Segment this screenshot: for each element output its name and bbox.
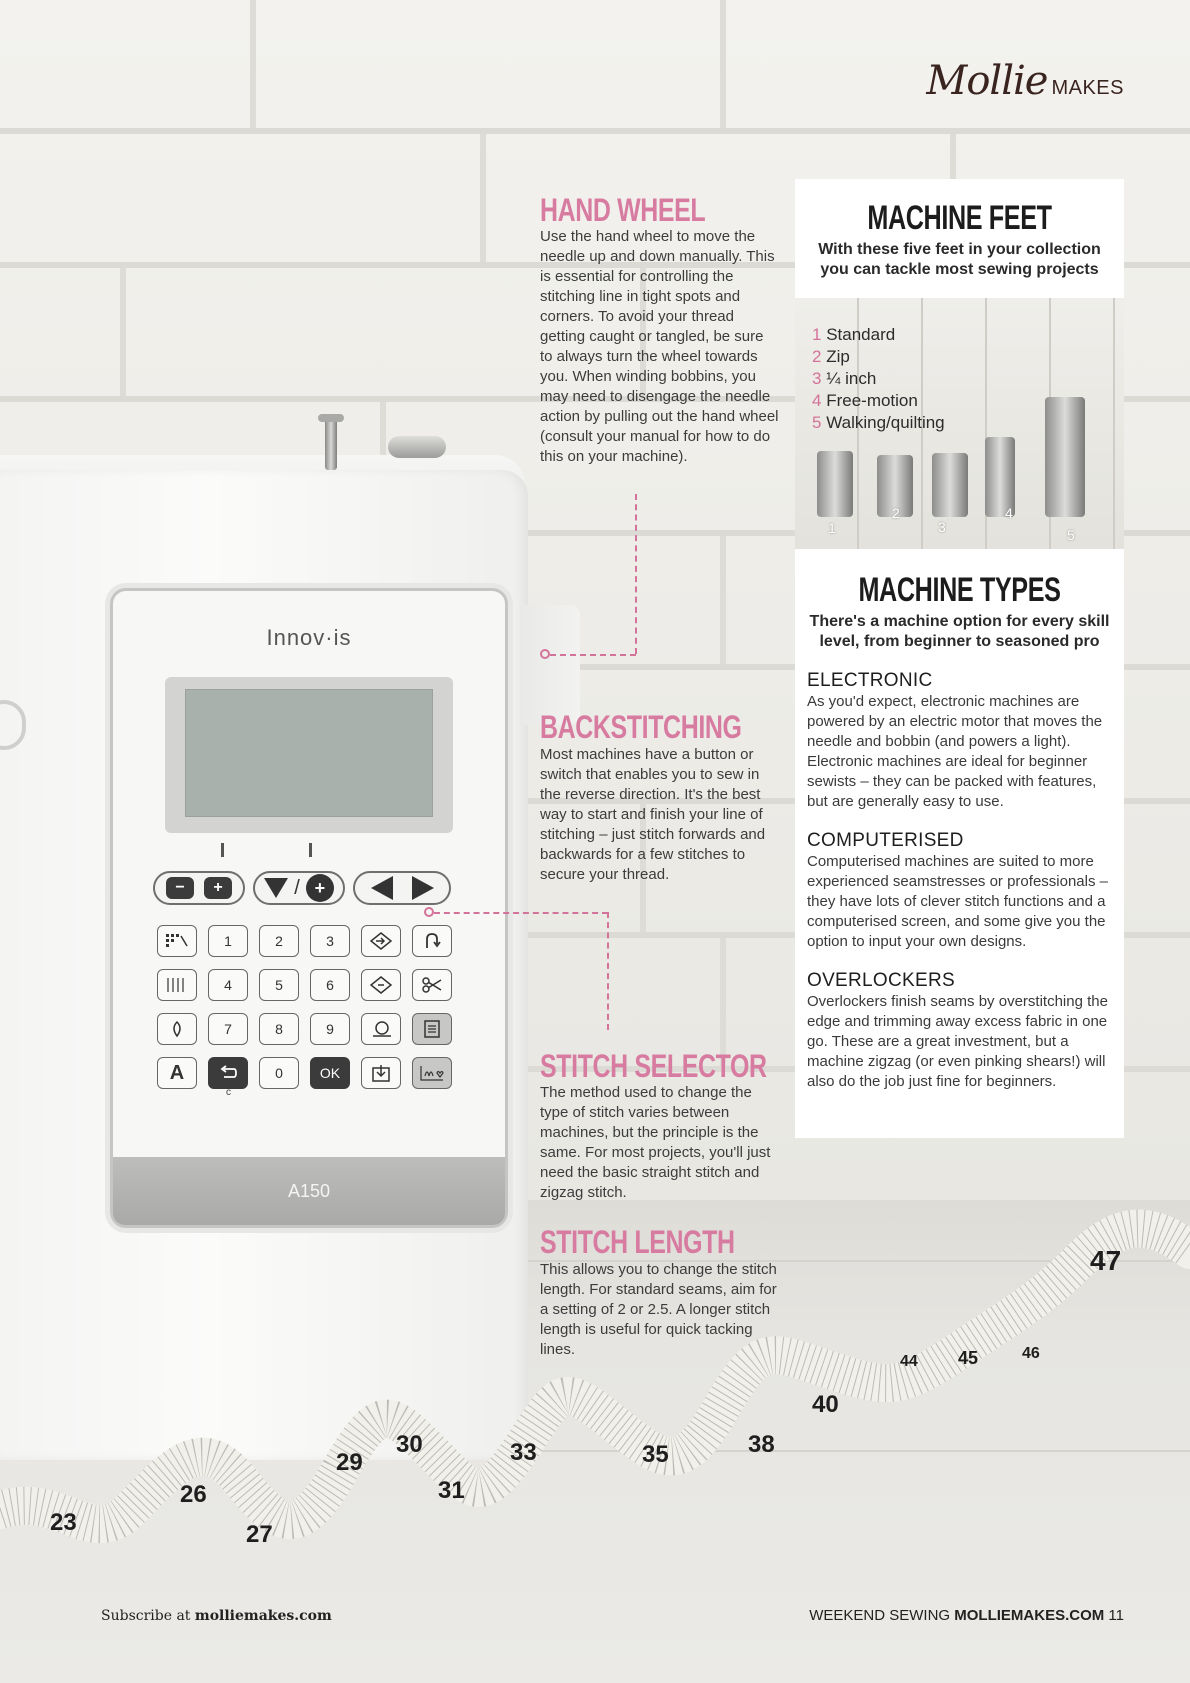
masthead-script: Mollie (926, 58, 1048, 104)
document-icon (422, 1020, 442, 1038)
width-pill (153, 871, 245, 905)
decorative-stitch-key[interactable] (157, 1013, 197, 1045)
stitch-selector-body: The method used to change the type of stitch varies between machines, but the principle is the same. For most projects, you'll just need the basic straight stitch and zigzag stitch. (540, 1084, 771, 1201)
grid-pattern-icon (165, 932, 189, 950)
length-buttons (253, 871, 345, 907)
masthead-logo (926, 58, 1124, 104)
backstitch-leader-line-v (607, 912, 609, 1030)
tape-number: 31 (438, 1477, 465, 1504)
tape-number: 26 (180, 1481, 207, 1508)
feet-item-5: 5 Walking/quilting (812, 413, 945, 432)
leaf-stitch-icon (167, 1020, 187, 1038)
key-sub-label: c (226, 1087, 231, 1098)
masthead-makes: MAKES (1051, 77, 1124, 99)
bobbin-wind-icon (370, 1020, 392, 1038)
feet-item-4: 4 Free-motion (812, 391, 918, 410)
back-key[interactable] (208, 1057, 248, 1089)
backstitch-leader-line (434, 912, 608, 914)
arrow-pill (353, 871, 451, 905)
subscribe-link[interactable]: molliemakes.com (194, 1608, 332, 1624)
key-6[interactable]: 6 (310, 969, 350, 1001)
tape-number: 35 (642, 1441, 669, 1468)
machine-feet-heading: MACHINE FEET (867, 199, 1052, 237)
key-7[interactable]: 7 (208, 1013, 248, 1045)
left-arrow-icon[interactable] (371, 876, 393, 900)
machine-model: A150 (287, 1180, 331, 1201)
machine-types-card (795, 549, 1124, 1138)
ok-key[interactable]: OK (310, 1057, 350, 1089)
foot-label-1: 1 (828, 520, 836, 536)
key-1[interactable]: 1 (208, 925, 248, 957)
slash-divider: / (294, 876, 300, 899)
needle-down-key[interactable] (361, 969, 401, 1001)
overlockers-body: Overlockers finish seams by overstitching the edge and trimming away excess fabric in one go. These are a great investment, but a machine zigzag (or even pinking shears!) will also do the job just fine for beginners. (807, 993, 1108, 1090)
tape-number: 29 (336, 1449, 363, 1476)
hand-wheel-leader-line-h (550, 654, 636, 656)
key-9[interactable]: 9 (310, 1013, 350, 1045)
pattern-icon-key[interactable] (157, 925, 197, 957)
feet-item-3: 3 ¼ inch (812, 369, 877, 388)
bobbin-wind-key[interactable] (361, 1013, 401, 1045)
reverse-arrow-icon (422, 932, 442, 950)
key-5[interactable]: 5 (259, 969, 299, 1001)
lcd-tick-right (309, 843, 312, 857)
tape-number: 46 (1022, 1345, 1040, 1362)
key-4[interactable]: 4 (208, 969, 248, 1001)
tape-number: 27 (246, 1521, 273, 1548)
lcd-screen (185, 689, 433, 817)
stitch-keypad (157, 925, 469, 1089)
foot-label-2: 2 (892, 505, 900, 521)
right-arrow-icon[interactable] (412, 876, 434, 900)
feet-item-1: 1 Standard (812, 325, 896, 344)
tape-number: 47 (1090, 1245, 1122, 1276)
tape-number: 45 (958, 1348, 979, 1368)
backstitching-body: Most machines have a button or switch that enables you to sew in the reverse direction. It's the best way to start and finish your line of stitching – just stitch forwards and backwards for a few stitches to secure your thread. (540, 746, 766, 883)
computerised-title: COMPUTERISED (807, 830, 964, 851)
reverse-stitch-key[interactable] (412, 925, 452, 957)
walking-foot-image (1045, 397, 1085, 517)
spool-pin (325, 418, 337, 470)
plus-circle-icon[interactable]: + (306, 874, 334, 902)
machine-types-subtitle: There's a machine option for every skill level, from beginner to seasoned pro (809, 613, 1110, 650)
memory-key[interactable] (412, 1013, 452, 1045)
key-8[interactable]: 8 (259, 1013, 299, 1045)
stitch-length-heading: STITCH LENGTH (540, 1224, 735, 1260)
subscribe-footer: Subscribe at molliemakes.com (101, 1608, 332, 1624)
tape-number: 23 (50, 1509, 77, 1536)
arrow-buttons (353, 871, 451, 907)
tape-number: 44 (900, 1353, 918, 1370)
hand-wheel-body: Use the hand wheel to move the needle up and down manually. This is essential for controlling the stitching line in tight spots and corners. To avoid your thread getting caught or tangled, be sure to always turn the wheel towards you. When winding bobbins, you may need to disengage the needle action by pulling out the hand wheel (consult your manual for how to do this on your machine). (540, 228, 779, 465)
machine-feet-subtitle: With these five feet in your collection you can tackle most sewing projects (818, 241, 1101, 278)
thread-cutter-key[interactable] (412, 969, 452, 1001)
scissors-icon (421, 976, 443, 994)
machine-feet-photo (795, 298, 1124, 549)
feet-item-2: 2 Zip (812, 347, 850, 366)
page-footer: WEEKEND SEWING MOLLIEMAKES.COM 11 (809, 1607, 1124, 1624)
key-a[interactable]: A (157, 1057, 197, 1089)
bobbin-winder (388, 436, 446, 458)
diamond-icon (370, 976, 392, 994)
down-arrow-icon[interactable] (264, 878, 288, 898)
minus-button[interactable]: − (166, 877, 194, 899)
tape-number: 33 (510, 1439, 537, 1466)
computerised-body: Computerised machines are suited to more experienced seamstresses or professionals – they have lots of clever stitch functions and a computerised screen, and some give you the option to input your own designs. (807, 853, 1108, 950)
width-buttons (153, 871, 245, 907)
stitch-width-key[interactable] (157, 969, 197, 1001)
backstitching-heading: BACKSTITCHING (540, 709, 742, 745)
key-0[interactable]: 0 (259, 1057, 299, 1089)
plus-button[interactable]: + (204, 877, 232, 899)
overlockers-title: OVERLOCKERS (807, 970, 955, 991)
save-key[interactable] (361, 1057, 401, 1089)
diamond-arrow-icon (370, 932, 392, 950)
control-panel (110, 588, 508, 1228)
lcd-frame (165, 677, 453, 833)
foot-label-3: 3 (938, 519, 946, 535)
tape-number: 40 (812, 1391, 839, 1418)
machine-feet-card (795, 179, 1124, 298)
backstitch-leader-dot (424, 907, 434, 917)
spool-pin-cap (318, 414, 344, 422)
tape-number: 30 (396, 1431, 423, 1458)
hand-wheel-heading: HAND WHEEL (540, 192, 706, 228)
key-3[interactable]: 3 (310, 925, 350, 957)
machine-brand: Innov·is (266, 625, 352, 650)
needle-position-key[interactable] (361, 925, 401, 957)
quarter-inch-foot-image (932, 453, 968, 517)
machine-feet-list (812, 324, 945, 434)
page-number: 11 (1108, 1607, 1124, 1624)
foot-label-5: 5 (1067, 527, 1075, 543)
tape-measure-image (0, 1150, 1190, 1570)
electronic-title: ELECTRONIC (807, 670, 933, 691)
lcd-tick-left (221, 843, 224, 857)
electronic-body: As you'd expect, electronic machines are powered by an electric motor that moves the needle and bobbin (and powers a light). Electronic machines are ideal for beginner sewists – they can be packed with features, but are generally easy to use. (807, 693, 1103, 810)
foot-label-4: 4 (1005, 505, 1013, 521)
hand-wheel-leader-dot (540, 649, 550, 659)
length-pill (253, 871, 345, 905)
script-heart-icon (419, 1064, 445, 1082)
back-arrow-icon (218, 1065, 238, 1081)
tape-number: 38 (748, 1431, 775, 1458)
character-stitch-key[interactable] (412, 1057, 452, 1089)
stitch-selector-heading: STITCH SELECTOR (540, 1048, 767, 1084)
machine-types-heading: MACHINE TYPES (858, 571, 1061, 609)
standard-foot-image (817, 451, 853, 517)
download-icon (371, 1064, 391, 1082)
machine-arm (520, 605, 580, 725)
stitch-length-body: This allows you to change the stitch length. For standard seams, aim for a setting of 2 or 2.5. A longer stitch length is useful for quick tacking lines. (540, 1261, 777, 1358)
hand-wheel-leader-line (635, 494, 637, 654)
stitch-bars-icon (165, 976, 189, 994)
key-2[interactable]: 2 (259, 925, 299, 957)
